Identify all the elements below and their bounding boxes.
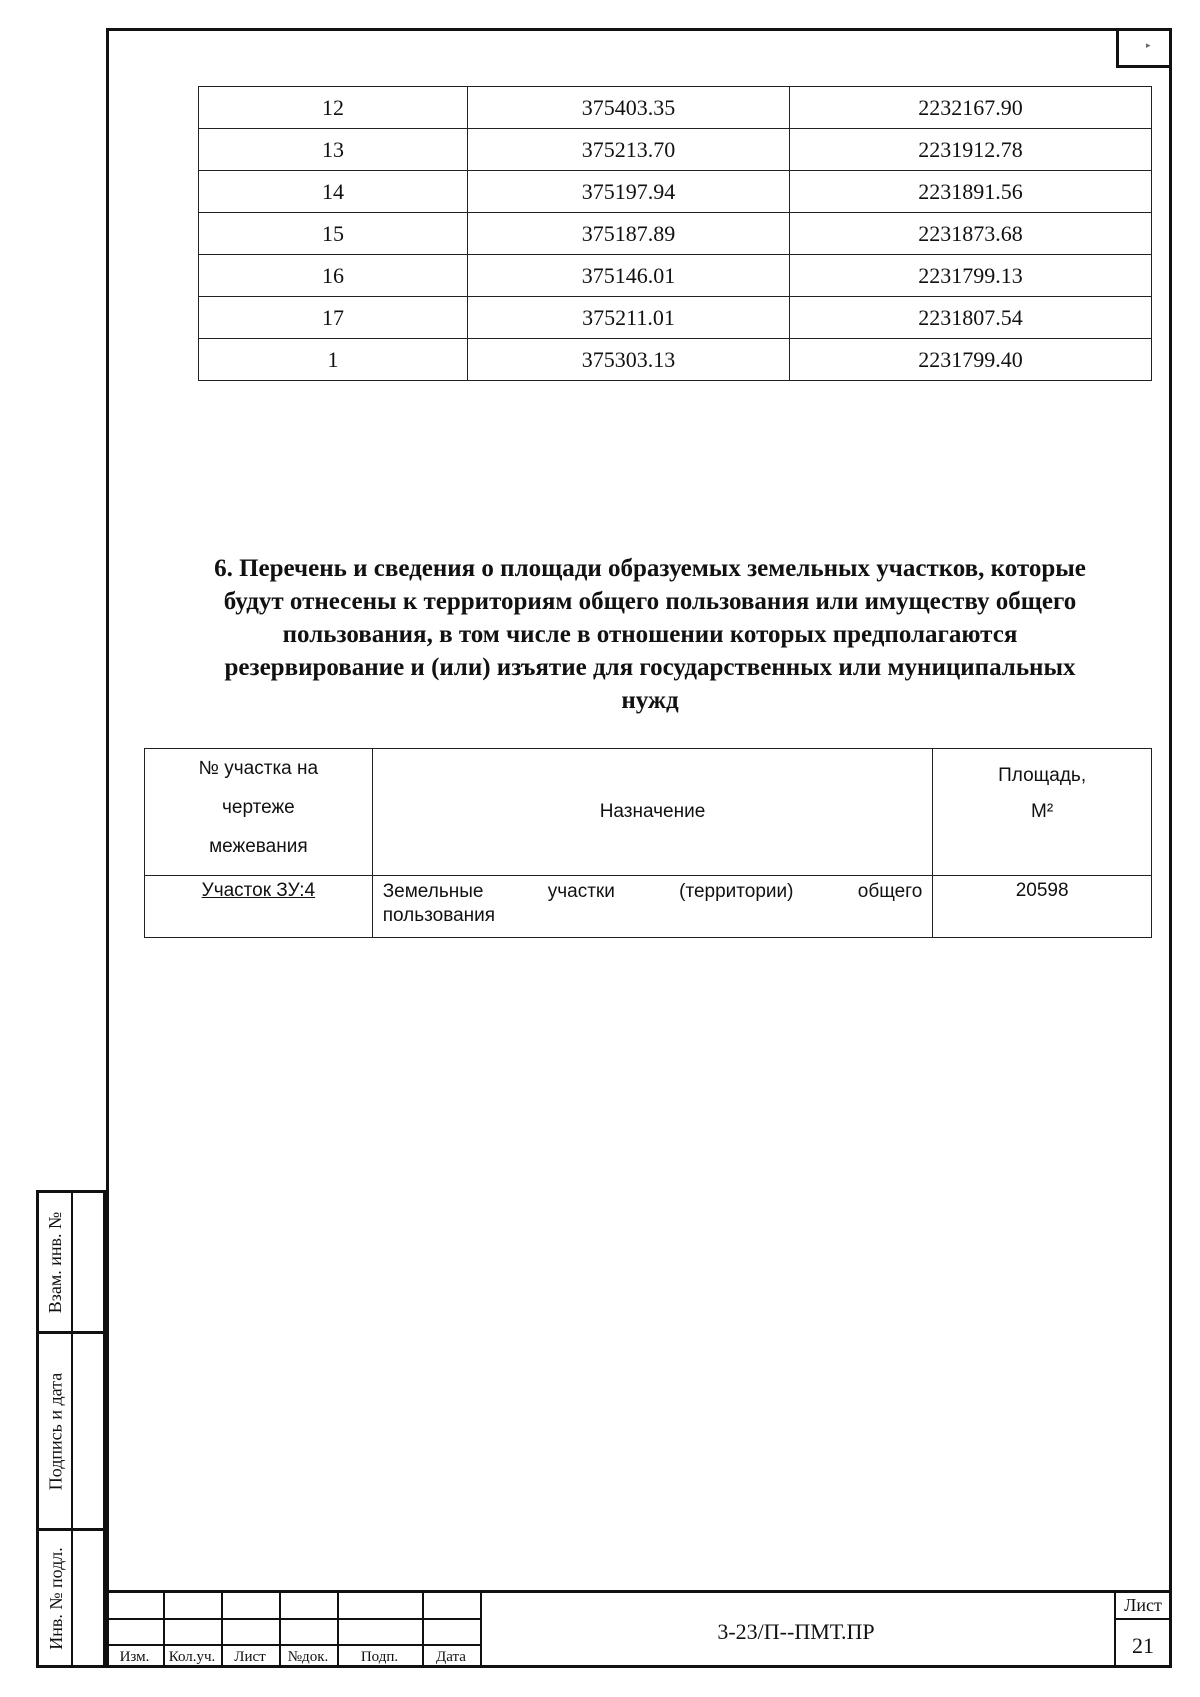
- header-plot-number-line1: № участка на: [198, 758, 319, 779]
- side-label-vzam: Взам. инв. №: [45, 1211, 66, 1313]
- heading-line-5: нужд: [621, 687, 679, 714]
- side-stamp-divider: [71, 1334, 73, 1528]
- x-coordinate-cell: 375197.94: [468, 171, 790, 213]
- plot-area-cell: 20598: [933, 876, 1152, 938]
- side-label-podpis: Подпись и дата: [45, 1372, 66, 1490]
- header-plot-number-line3: межевания: [209, 836, 308, 857]
- coordinates-table: [198, 86, 1152, 381]
- purpose-word-1: Земельные: [382, 881, 484, 902]
- side-label-podpis-wrap: [41, 1334, 71, 1528]
- plot-number-cell: [145, 876, 373, 938]
- side-label-vzam-wrap: [41, 1193, 71, 1331]
- y-coordinate-cell: 2232167.90: [790, 87, 1152, 129]
- table-row: [199, 171, 1152, 213]
- purpose-word-4: общего: [857, 881, 923, 902]
- side-stamp-podpis: [36, 1331, 106, 1531]
- heading-line-3: пользования, в том числе в отношении которых предполагаются: [282, 621, 1018, 648]
- y-coordinate-cell: 2231799.13: [790, 255, 1152, 297]
- tb-label-ndok: №док.: [287, 1649, 329, 1665]
- tb-label-list: Лист: [234, 1649, 266, 1665]
- table-row: [199, 339, 1152, 381]
- table-row: [199, 255, 1152, 297]
- purpose-line-2: пользования: [382, 905, 496, 926]
- y-coordinate-cell: 2231873.68: [790, 213, 1152, 255]
- side-label-inv-wrap: [41, 1531, 71, 1665]
- document-code: 3-23/П--ПМТ.ПР: [717, 1619, 875, 1644]
- table-row: [199, 297, 1152, 339]
- header-area-unit: М²: [1031, 801, 1054, 822]
- y-coordinate-cell: 2231807.54: [790, 297, 1152, 339]
- plots-header-row: [145, 749, 1152, 876]
- point-number-cell: 1: [199, 339, 468, 381]
- point-number-cell: 13: [199, 129, 468, 171]
- header-plot-number: [145, 749, 373, 876]
- point-number-cell: 14: [199, 171, 468, 213]
- side-stamp-divider: [71, 1531, 73, 1665]
- coordinates-table-body: [199, 87, 1152, 381]
- side-label-inv: Инв. № подл.: [45, 1546, 66, 1650]
- title-block: [106, 1590, 1172, 1668]
- heading-line-2: будут отнесены к территориям общего пользования или имуществу общего: [223, 588, 1077, 615]
- header-area: [933, 749, 1152, 876]
- tb-label-data: Дата: [436, 1649, 466, 1665]
- point-number-cell: 16: [199, 255, 468, 297]
- table-row: [199, 129, 1152, 171]
- table-row: [199, 213, 1152, 255]
- x-coordinate-cell: 375213.70: [468, 129, 790, 171]
- purpose-word-3: (территории): [679, 881, 794, 902]
- plot-purpose-cell: [372, 876, 933, 938]
- corner-mark: ▸: [1146, 40, 1151, 50]
- tb-label-podp: Подп.: [360, 1649, 399, 1665]
- y-coordinate-cell: 2231799.40: [790, 339, 1152, 381]
- table-row: [145, 876, 1152, 938]
- tb-hline-3: [1114, 1618, 1172, 1620]
- plot-number: Участок ЗУ:4: [201, 880, 316, 901]
- header-purpose: Назначение: [372, 749, 933, 876]
- point-number-cell: 15: [199, 213, 468, 255]
- x-coordinate-cell: 375211.01: [468, 297, 790, 339]
- point-number-cell: 12: [199, 87, 468, 129]
- header-area-label: Площадь,: [998, 765, 1087, 786]
- tb-label-kol: Кол.уч.: [168, 1649, 216, 1665]
- heading-line-1: 6. Перечень и сведения о площади образуемых земельных участков, которые: [214, 555, 1086, 582]
- section-heading: [145, 552, 1155, 717]
- x-coordinate-cell: 375303.13: [468, 339, 790, 381]
- side-stamp-inv: [36, 1528, 106, 1668]
- side-stamp-vzam: [36, 1190, 106, 1334]
- plots-table: [144, 748, 1152, 938]
- x-coordinate-cell: 375403.35: [468, 87, 790, 129]
- sheet-number: 21: [1132, 1633, 1154, 1658]
- point-number-cell: 17: [199, 297, 468, 339]
- x-coordinate-cell: 375187.89: [468, 213, 790, 255]
- corner-box: [1116, 28, 1172, 68]
- purpose-word-2: участки: [547, 881, 615, 902]
- y-coordinate-cell: 2231912.78: [790, 129, 1152, 171]
- heading-line-4: резервирование и (или) изъятие для государственных или муниципальных: [224, 654, 1076, 681]
- tb-label-izm: Изм.: [119, 1649, 150, 1665]
- side-stamp-divider: [71, 1193, 73, 1331]
- y-coordinate-cell: 2231891.56: [790, 171, 1152, 213]
- header-plot-number-line2: чертеже: [221, 797, 295, 818]
- sheet-label: Лист: [1124, 1595, 1162, 1615]
- x-coordinate-cell: 375146.01: [468, 255, 790, 297]
- table-row: [199, 87, 1152, 129]
